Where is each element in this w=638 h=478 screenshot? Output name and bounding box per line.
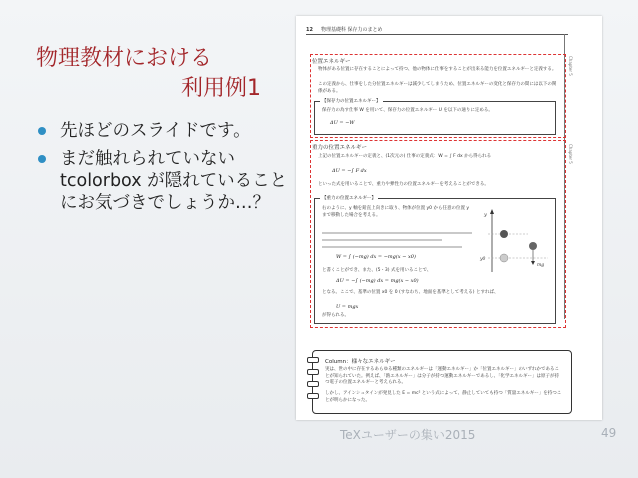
ring-binder-icon — [307, 393, 319, 399]
formula: ΔU = −∫ F dx — [332, 168, 367, 174]
page-header: 12 物理基礎科 保存力のまとめ — [306, 27, 383, 33]
slide-title — [36, 44, 291, 104]
bullet-list — [34, 120, 289, 220]
slide-title-line1: 物理教材における — [36, 46, 213, 71]
section-text: 上記の位置エネルギーの定義と、(1次元の) 仕事の定義式：W = ∫ F dx から得られる — [318, 154, 492, 159]
footer-text: TeXユーザーの集い2015 — [340, 428, 476, 442]
gravity-figure — [478, 206, 553, 276]
example-text: と書くことができ、また、(5・3) 式を用いることで、 — [322, 268, 432, 273]
section-heading: 重力の位置エネルギー — [312, 145, 368, 151]
fig-axis-label: y — [484, 212, 487, 218]
fig-y0-label: y0 — [480, 257, 486, 262]
page-number: 49 — [601, 426, 617, 440]
bullet-item: 先ほどのスライドです。 — [34, 120, 289, 142]
ring-binder-icon — [307, 381, 319, 387]
definition-box — [314, 101, 556, 135]
margin-tab: Chapter 5 — [568, 56, 573, 76]
section-text: 物体がある位置に存在することによって持つ、他の物体に仕事をすることが出来る能力を位置エネルギーと定義する。 — [318, 67, 557, 72]
example-text: となる。ここで、基準の位置 x0 を 0 (すなわち、地面を基準として考える) とすれば、 — [322, 290, 499, 295]
bullet-dot-icon — [38, 155, 46, 163]
slide-title-line2: 利用例1 — [181, 76, 261, 101]
column-text: しかし、アインシュタインが発見した E = mc² という式によって、静止していても持つ「質量エネルギー」を持つことが明らかになった。 — [325, 391, 562, 403]
ring-binder-icon — [307, 357, 319, 363]
example-title: 【重力の位置エネルギー】 — [322, 196, 376, 201]
column-title: Column：様々なエネルギー — [325, 359, 396, 365]
example-text: 右のように、y 軸を鉛直上向きに取り、物体が位置 y0 から任意の位置 y まで移動した場合を考える。 — [322, 206, 470, 218]
example-text: が得られる。 — [322, 313, 349, 318]
column-text: 実は、世の中に存在するあらゆる種類のエネルギーは「運動エネルギー」か「位置エネルギー」のいずれかであることが知られていた。例えば、「熱エネルギー」は分子が持つ運動エネルギーであるし、「化学エネルギー」は原子が持つ電子の位置エネルギーと考えられる。 — [325, 367, 559, 385]
fig-mg-label: mg — [537, 263, 545, 268]
bullet-item: まだ触れられていないtcolorbox が隠れていることにお気づきでしょうか…？ — [34, 148, 289, 214]
section-text: この定義から、仕事をした分位置エネルギーは減少してしまうため、位置エネルギーの変化と保存力の間には以下の関係がある。 — [318, 82, 557, 94]
definition-title: 【保存力の位置エネルギー】 — [322, 99, 381, 104]
margin-tab: Chapter 5 — [568, 144, 573, 164]
formula: ΔU = −∫ (−mg) dx = mg(x − x0) — [336, 278, 419, 284]
bullet-dot-icon — [38, 127, 46, 135]
ring-binder-icon — [307, 369, 319, 375]
definition-text: 保存力の為す仕事 W を用いて、保存力の位置エネルギー U を以下の通りに定める。 — [322, 108, 493, 113]
document-page-image — [296, 16, 602, 420]
formula: W = ∫ (−mg) dx = −mg(x − x0) — [336, 254, 416, 260]
formula: ΔU = −W — [330, 120, 355, 126]
formula: U = mgx — [336, 304, 359, 310]
section-text: といった式を用いることで、重力や弾性力の位置エネルギーを考えることができる。 — [318, 182, 489, 187]
column-box — [312, 350, 572, 414]
section-heading: 位置エネルギー — [312, 59, 351, 65]
